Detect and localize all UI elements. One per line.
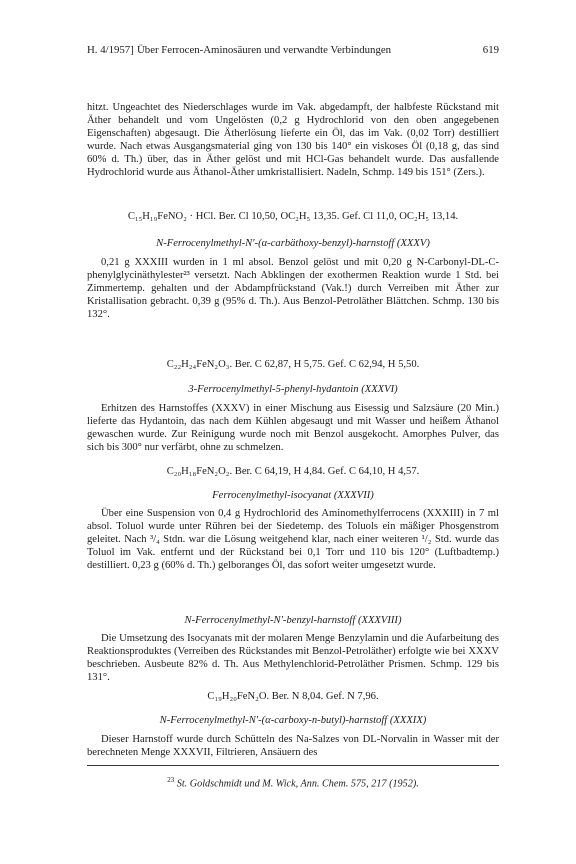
analysis-formula: C₂₂H₂₄FeN₂O₃. Ber. C 62,87, H 5,75. Gef. C 62,94, H 5,50.	[166, 359, 420, 370]
compound-heading: N-Ferrocenylmethyl-N′-(α-carboxy-n-butyl)-harnstoff (XXXIX)	[159, 715, 427, 726]
footnote-text: St. Goldschmidt und M. Wick, Ann. Chem. 575, 217 (1952).	[176, 778, 419, 790]
footnote-number: 23	[167, 776, 175, 784]
paragraph-procedure: Über eine Suspension von 0,4 g Hydrochlorid des Aminomethylferrocens (XXXIII) in 7 ml absol. Toluol wurde unter Rühren bei der Siedetemp. des Toluols ein mäßiger Phosgenstrom geleitet. Nach ³/₄ Stdn. war die Lösung weitgehend klar, nach einer weiteren ¹/₂ Std. wurde das Toluol im Vak. entfernt und der Rückstand bei 0,1 Torr und 110 bis 120° (Luftbadtemp.) destilliert. 0,23 g (60% d. Th.) gelboranges Öl, das sofort weiter umgesetzt wurde.	[87, 508, 499, 572]
analysis-formula: C₁₉H₂₀FeN₂O. Ber. N 8,04. Gef. N 7,96.	[207, 691, 379, 702]
compound-heading: Ferrocenylmethyl-isocyanat (XXXVII)	[212, 490, 374, 501]
page-number: 619	[482, 44, 499, 56]
analysis-formula: C₁₅H₁₉FeNO₂ · HCl. Ber. Cl 10,50, OC₂H₅ 13,35. Gef. Cl 11,0, OC₂H₅ 13,14.	[127, 211, 459, 222]
paragraph-procedure: Erhitzen des Harnstoffes (XXXV) in einer Mischung aus Eisessig und Salzsäure (20 Min.) lieferte das Hydantoin, das nach dem Kühlen abgesaugt und mit Wasser und heißem Äthanol gewaschen wurde. Zur Reinigung wurde noch mit Benzol ausgekocht. Amorphes Pulver, das sich bis 300° nur verfärbt, ohne zu schmelzen.	[87, 403, 499, 454]
footnote	[87, 774, 499, 790]
analysis-formula: C₂₀H₁₈FeN₂O₂. Ber. C 64,19, H 4,84. Gef. C 64,10, H 4,57.	[166, 466, 420, 477]
journal-issue: H. 4/1957]	[87, 44, 134, 56]
footnote-divider	[87, 765, 499, 766]
running-title: Über Ferrocen-Aminosäuren und verwandte Verbindungen	[137, 44, 392, 56]
paragraph-hydrochloride-workup: hitzt. Ungeachtet des Niederschlages wurde im Vak. abgedampft, der halbfeste Rückstand mit Äther behandelt und vom Ungelösten (0,2 g Hydrochlorid von den oben angegebenen Eigenschaften) abgesaugt. Die Ätherlösung lieferte ein Öl, das im Vak. (0,02 Torr) destilliert wurde. Nach etwas Ausgangsmaterial ging von 130 bis 140° ein viskoses Öl (0,18 g, das sind 60% d. Th.) über, das in Äther gelöst und mit HCl-Gas behandelt wurde. Das ausfallende Hydrochlorid wurde aus Äthanol-Äther umkristallisiert. Nadeln, Schmp. 149 bis 151° (Zers.).	[87, 102, 499, 179]
running-header	[87, 44, 499, 58]
paragraph-procedure: Dieser Harnstoff wurde durch Schütteln des Na-Salzes von DL-Norvalin in Wasser mit der berechneten Menge XXXVII, Filtrieren, Ansäuern des	[87, 734, 499, 759]
paragraph-procedure: 0,21 g XXXIII wurden in 1 ml absol. Benzol gelöst und mit 0,20 g N-Carbonyl-DL-C-phenylglycinäthylester²³ versetzt. Nach Abklingen der exothermen Reaktion wurde 1 Std. bei Zimmertemp. gehalten und der Abdampfrückstand (Vak.!) durch Verreiben mit Äther zur Kristallisation gebracht. 0,39 g (95% d. Th.). Aus Benzol-Petroläther Blättchen. Schmp. 130 bis 132°.	[87, 257, 499, 321]
compound-heading: N-Ferrocenylmethyl-N′-(α-carbäthoxy-benzyl)-harnstoff (XXXV)	[156, 238, 430, 249]
compound-heading: 3-Ferrocenylmethyl-5-phenyl-hydantoin (XXXVI)	[188, 384, 398, 395]
compound-heading: N-Ferrocenylmethyl-N′-benzyl-harnstoff (XXXVIII)	[184, 615, 402, 626]
paragraph-procedure: Die Umsetzung des Isocyanats mit der molaren Menge Benzylamin und die Aufarbeitung des Reaktionsproduktes (Verreiben des Rückstandes mit Benzol-Petroläther) erfolgte wie bei XXXV beschrieben. Ausbeute 82% d. Th. Aus Methylenchlorid-Petroläther Prismen. Schmp. 129 bis 131°.	[87, 633, 499, 684]
